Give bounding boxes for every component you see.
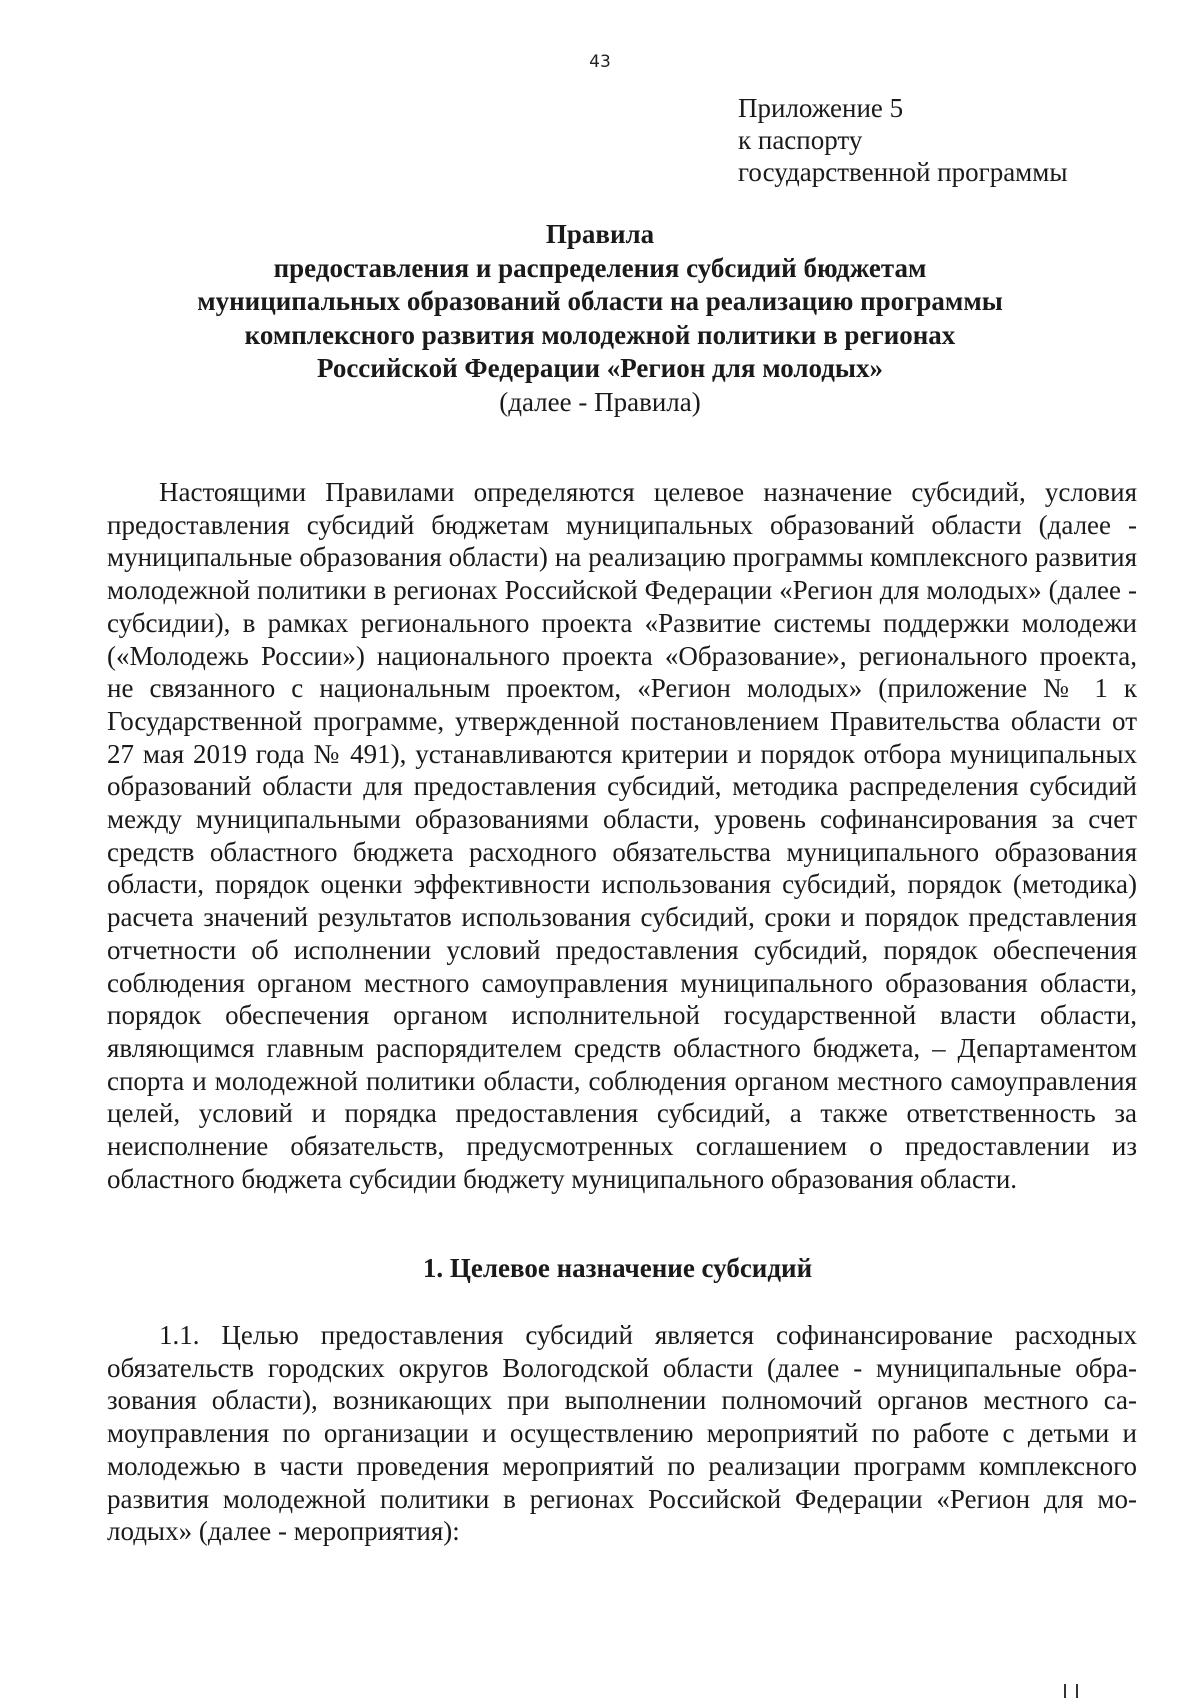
title-line: предоставления и распределения субсидий бюджетам [273, 252, 927, 283]
title-line: Российской Федерации «Регион для молодых» [317, 353, 883, 383]
intro-paragraph: Настоящими Правилами определяются целевое назначение субсидий, условия предоставления субсидий бюджетам муниципальных образований области (далее - муниципальные образования области) на реализацию программы комплексного развития молодежной политики в регионах Российской Федерации «Регион для молодых» (далее - субсидии), в рамках регионального проекта «Развитие системы поддержки молодежи («Молодежь России») национального проекта «Образование», регионального проекта, не связанного с национальным проектом, «Регион молодых» (приложение № 1 к Государственной программе, утвержденной постановлением Правительства области от 27 мая 2019 года № 491), устанавливаются критерии и порядок отбора муниципальных образований области для предоставления субсидий, методика распределения субсидий между муниципальными образованиями области, уровень софинансирования за счет средств областного бюджета расходного обязательства муниципального образования области, порядок оценки эффективности использования субсидий, порядок (методика) расчета значений результатов использования субсидий, сроки и порядок представления отчетности об исполнении условий предоставления субсидий, порядок обеспечения соблюдения органом местного самоуправления муниципального образования области, порядок обеспечения органом исполнительной государственной власти области, являющимся главным распорядителем средств областного бюджета, – Департаментом спорта и молодежной политики области, соблюдения органом местного самоуправления целей, условий и порядка предоставления субсидий, а также ответственность за неисполнение обязательств, предусмотренных соглашением о предоставлении из областного бюджета субсидии бюджету муниципального образования области. [107, 477, 1137, 1194]
appendix-line: Приложение 5 [738, 93, 904, 123]
title-line: комплексного развития молодежной политики в регионах [244, 319, 956, 350]
appendix-line: государственной программы [738, 157, 1068, 187]
section-heading: 1. Целевое назначение субсидий [422, 1253, 813, 1283]
title-line: муниципальных образований области на реализацию программы [197, 286, 1003, 316]
page-number: 43 [589, 52, 611, 72]
title-heading: Правила [545, 219, 655, 249]
clause-1-1: 1.1. Целью предоставления субсидий является софинансирование расходных обязательств городских округов Вологодской области (далее - муниципальные образования области), возникающих при выполнении полномочий органов местного самоуправления по организации и осуществлению мероприятий по работе с детьми и молодежью в части проведения мероприятий по реализации программ комплексного развития молодежной политики в регионах Российской Федерации «Регион для молодых» (далее - мероприятия): [107, 1320, 1137, 1547]
document-title [140, 218, 1060, 419]
appendix-line: к паспорту [738, 125, 863, 155]
title-note: (далее - Правила) [499, 386, 701, 417]
scan-edge-marks [1062, 1684, 1084, 1698]
appendix-reference [738, 92, 1068, 188]
